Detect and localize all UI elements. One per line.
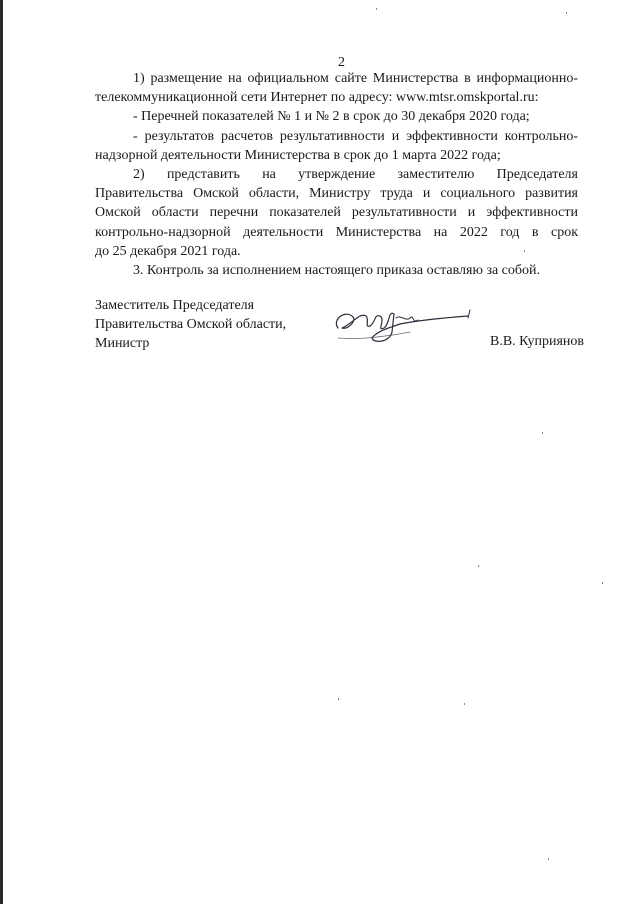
- scan-speck: [548, 858, 549, 860]
- paragraph-3-line-2: надзорной деятельности Министерства в срок до 1 марта 2022 года;: [95, 147, 501, 163]
- scan-speck: [602, 582, 603, 584]
- scan-speck: [524, 250, 525, 252]
- paragraph-4-line-2: Правительства Омской области, Министру труда и социального развития: [95, 186, 578, 202]
- signatory-position: [95, 296, 286, 354]
- signatory-position-line-2: Правительства Омской области,: [95, 317, 287, 333]
- handwritten-signature: [330, 298, 480, 348]
- paragraph-3-line-1: - результатов расчетов результативности и эффективности контрольно-: [133, 128, 578, 144]
- paragraph-4-line-5: до 25 декабря 2021 года.: [95, 243, 241, 259]
- signatory-position-line-3: Министр: [95, 336, 150, 352]
- paragraph-4-line-1: 2) представить на утверждение заместителю Председателя: [133, 167, 578, 183]
- document-body: [95, 69, 578, 280]
- scan-speck: [464, 703, 465, 705]
- paragraph-1-line-1: 1) размещение на официальном сайте Министерства в информационно-: [133, 71, 578, 86]
- scan-speck: [338, 698, 339, 700]
- paragraph-1-line-2: телекоммуникационной сети Интернет по адресу: www.mtsr.omskportal.ru:: [95, 90, 539, 106]
- paragraph-5-line-1: 3. Контроль за исполнением настоящего приказа оставляю за собой.: [133, 263, 541, 279]
- scan-speck: [542, 432, 543, 434]
- signatory-name: В.В. Куприянов: [490, 334, 584, 349]
- paragraph-2-line-1: - Перечней показателей № 1 и № 2 в срок до 30 декабря 2020 года;: [133, 109, 530, 125]
- scan-speck: [566, 12, 567, 14]
- scan-edge: [0, 0, 3, 904]
- page-number: 2: [338, 55, 345, 70]
- scan-speck: [478, 565, 479, 567]
- paragraph-4-line-4: контрольно-надзорной деятельности Министерства на 2022 год в срок: [95, 224, 578, 240]
- scan-speck: [376, 8, 377, 10]
- signatory-position-line-1: Заместитель Председателя: [95, 298, 255, 313]
- paragraph-4-line-3: Омской области перечни показателей результативности и эффективности: [95, 205, 578, 221]
